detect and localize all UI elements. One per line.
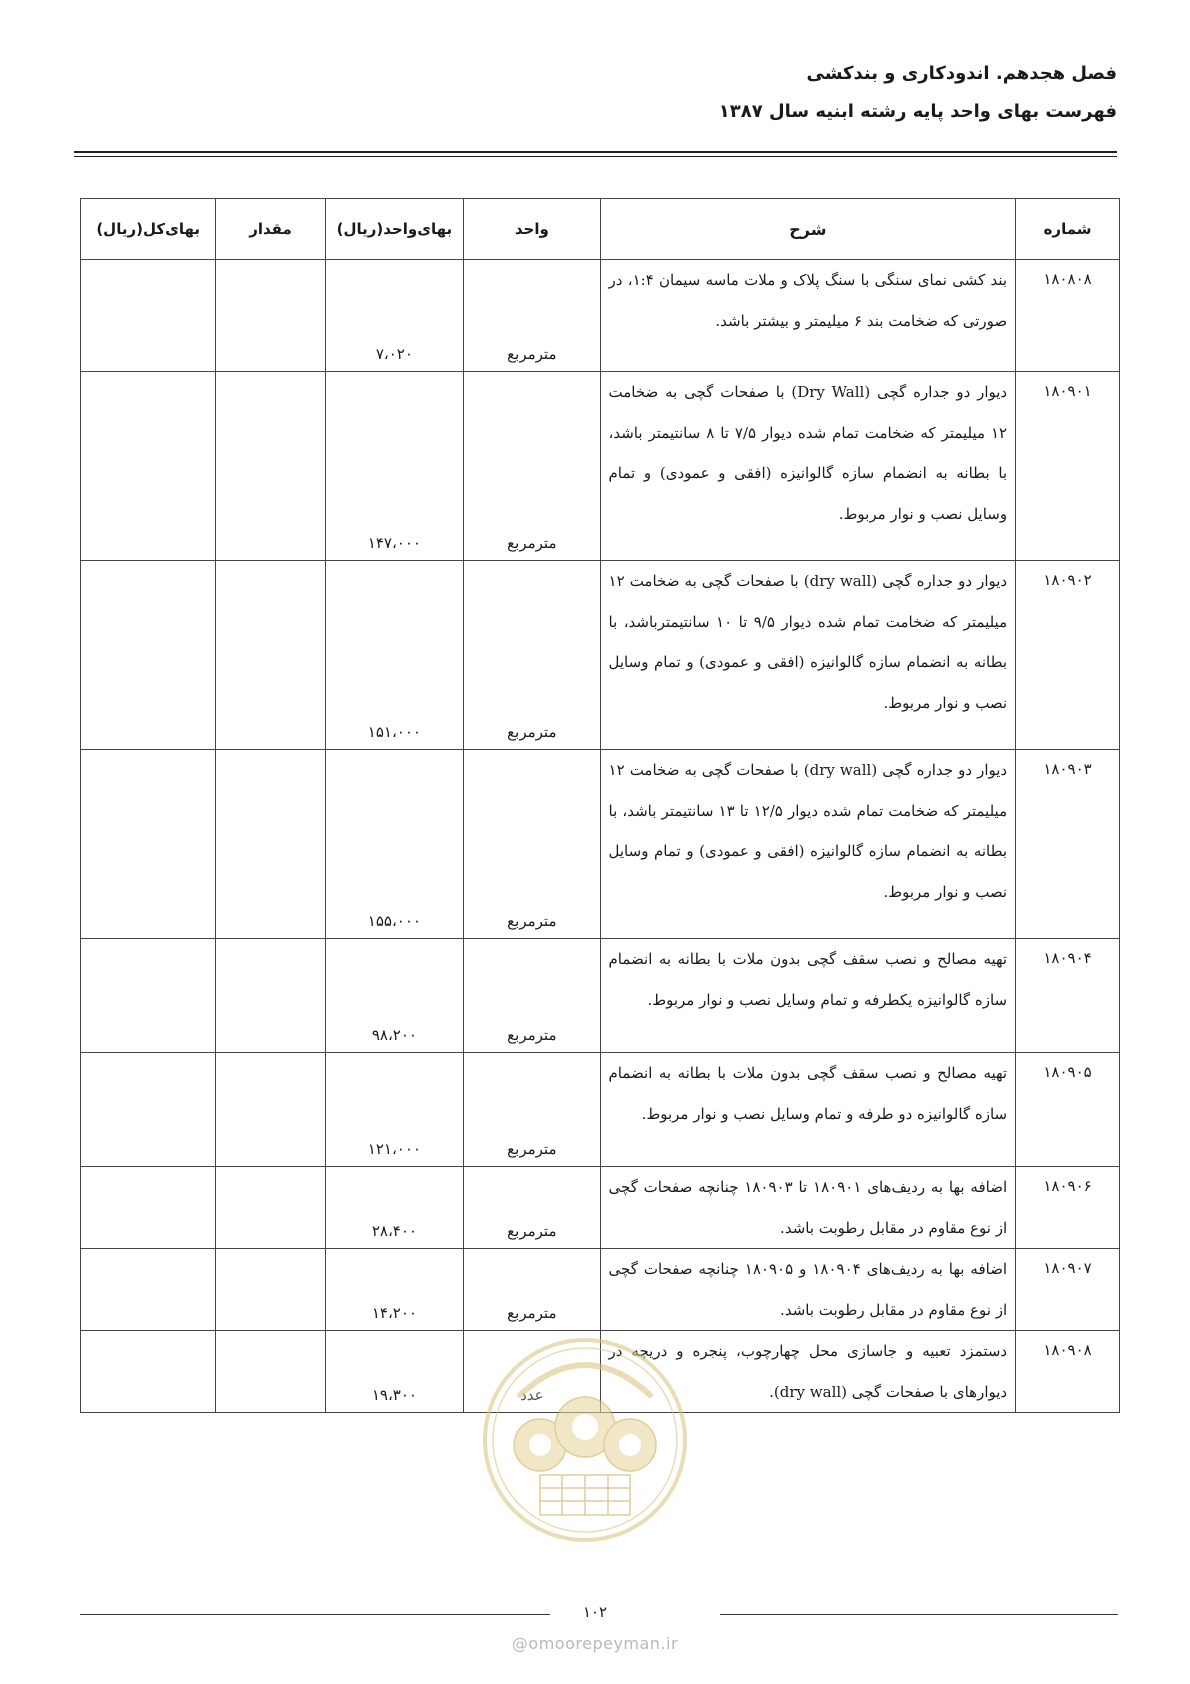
item-unit: مترمربع: [464, 372, 600, 561]
item-description: دیوار دو جداره گچی (dry wall) با صفحات گچی به ضخامت ۱۲ میلیمتر که ضخامت تمام شده دیوار ۹/۵ تا ۱۰ سانتیمترباشد، با بطانه به انضمام سازه گالوانیزه (افقی و عمودی) و تمام وسایل نصب و نوار مربوط.: [600, 561, 1016, 750]
item-total-price: [81, 1167, 216, 1249]
footer-rule-left: [80, 1614, 550, 1615]
page-number: ۱۰۲: [582, 1603, 608, 1621]
item-quantity: [216, 1053, 325, 1167]
item-unit: مترمربع: [464, 1167, 600, 1249]
item-description: بند کشی نمای سنگی با سنگ پلاک و ملات ماسه سیمان ۱:۴، در صورتی که ضخامت بند ۶ میلیمتر و بیشتر باشد.: [600, 260, 1016, 372]
item-total-price: [81, 750, 216, 939]
table-row: [81, 372, 1120, 561]
item-quantity: [216, 561, 325, 750]
col-unit-header: واحد: [464, 199, 600, 260]
item-unit-price: ۹۸،۲۰۰: [325, 939, 464, 1053]
list-title: فهرست بهای واحد پایه رشته ابنیه سال ۱۳۸۷: [718, 101, 1117, 122]
table-row: [81, 561, 1120, 750]
item-total-price: [81, 260, 216, 372]
price-table: [80, 198, 1120, 1413]
table-row: [81, 939, 1120, 1053]
footer-rule-right: [720, 1614, 1118, 1615]
item-quantity: [216, 1249, 325, 1331]
item-total-price: [81, 939, 216, 1053]
header-rule-thin: [74, 156, 1117, 157]
item-unit: مترمربع: [464, 939, 600, 1053]
item-quantity: [216, 372, 325, 561]
item-number: ۱۸۰۹۰۶: [1016, 1167, 1120, 1249]
item-number: ۱۸۰۸۰۸: [1016, 260, 1120, 372]
item-unit: عدد: [464, 1331, 600, 1413]
item-number: ۱۸۰۹۰۸: [1016, 1331, 1120, 1413]
item-description: دستمزد تعبیه و جاسازی محل چهارچوب، پنجره و دریچه در دیوارهای با صفحات گچی (dry wall).: [600, 1331, 1016, 1413]
item-unit: مترمربع: [464, 750, 600, 939]
item-unit: مترمربع: [464, 260, 600, 372]
header-rule-thick: [74, 151, 1117, 153]
item-unit-price: ۱۲۱،۰۰۰: [325, 1053, 464, 1167]
item-unit-price: ۷،۰۲۰: [325, 260, 464, 372]
item-quantity: [216, 260, 325, 372]
item-unit-price: ۱۹،۳۰۰: [325, 1331, 464, 1413]
item-description: دیوار دو جداره گچی (dry wall) با صفحات گچی به ضخامت ۱۲ میلیمتر که ضخامت تمام شده دیوار ۱۲/۵ تا ۱۳ سانتیمتر باشد، با بطانه به انضمام سازه گالوانیزه (افقی و عمودی) و تمام وسایل نصب و نوار مربوط.: [600, 750, 1016, 939]
item-description: اضافه بها به ردیف‌های ۱۸۰۹۰۱ تا ۱۸۰۹۰۳ چنانچه صفحات گچی از نوع مقاوم در مقابل رطوبت باشد.: [600, 1167, 1016, 1249]
item-number: ۱۸۰۹۰۷: [1016, 1249, 1120, 1331]
table-row: [81, 260, 1120, 372]
item-unit-price: ۱۵۵،۰۰۰: [325, 750, 464, 939]
item-total-price: [81, 1249, 216, 1331]
item-total-price: [81, 1053, 216, 1167]
item-number: ۱۸۰۹۰۳: [1016, 750, 1120, 939]
item-total-price: [81, 372, 216, 561]
item-unit: مترمربع: [464, 561, 600, 750]
item-unit: مترمربع: [464, 1053, 600, 1167]
item-quantity: [216, 1167, 325, 1249]
item-quantity: [216, 750, 325, 939]
item-total-price: [81, 561, 216, 750]
item-unit-price: ۱۴۷،۰۰۰: [325, 372, 464, 561]
item-quantity: [216, 1331, 325, 1413]
item-description: تهیه مصالح و نصب سقف گچی بدون ملات با بطانه به انضمام سازه گالوانیزه دو طرفه و تمام وسایل نصب و نوار مربوط.: [600, 1053, 1016, 1167]
table-row: [81, 1053, 1120, 1167]
table-row: [81, 750, 1120, 939]
item-number: ۱۸۰۹۰۱: [1016, 372, 1120, 561]
table-row: [81, 1331, 1120, 1413]
item-description: اضافه بها به ردیف‌های ۱۸۰۹۰۴ و ۱۸۰۹۰۵ چنانچه صفحات گچی از نوع مقاوم در مقابل رطوبت باشد.: [600, 1249, 1016, 1331]
col-unit-price-header: بهای‌واحد(ریال): [325, 199, 464, 260]
item-unit-price: ۲۸،۴۰۰: [325, 1167, 464, 1249]
item-number: ۱۸۰۹۰۵: [1016, 1053, 1120, 1167]
chapter-title: فصل هجدهم. اندودکاری و بندکشی: [806, 63, 1117, 84]
table-header-row: [81, 199, 1120, 260]
item-quantity: [216, 939, 325, 1053]
table-row: [81, 1249, 1120, 1331]
item-number: ۱۸۰۹۰۲: [1016, 561, 1120, 750]
watermark-site-text: @omoorepeyman.ir: [511, 1634, 679, 1653]
item-number: ۱۸۰۹۰۴: [1016, 939, 1120, 1053]
item-description: تهیه مصالح و نصب سقف گچی بدون ملات با بطانه به انضمام سازه گالوانیزه یکطرفه و تمام وسایل نصب و نوار مربوط.: [600, 939, 1016, 1053]
col-description-header: شرح: [600, 199, 1016, 260]
item-description: دیوار دو جداره گچی (Dry Wall) با صفحات گچی به ضخامت ۱۲ میلیمتر که ضخامت تمام شده دیوار ۷/۵ تا ۸ سانتیمتر باشد، با بطانه به انضمام سازه گالوانیزه (افقی و عمودی) و تمام وسایل نصب و نوار مربوط.: [600, 372, 1016, 561]
item-unit-price: ۱۴،۲۰۰: [325, 1249, 464, 1331]
col-number-header: شماره: [1016, 199, 1120, 260]
table-row: [81, 1167, 1120, 1249]
col-quantity-header: مقدار: [216, 199, 325, 260]
col-total-price-header: بهای‌کل(ریال): [81, 199, 216, 260]
page-header: [74, 62, 1117, 124]
item-unit: مترمربع: [464, 1249, 600, 1331]
item-unit-price: ۱۵۱،۰۰۰: [325, 561, 464, 750]
item-total-price: [81, 1331, 216, 1413]
